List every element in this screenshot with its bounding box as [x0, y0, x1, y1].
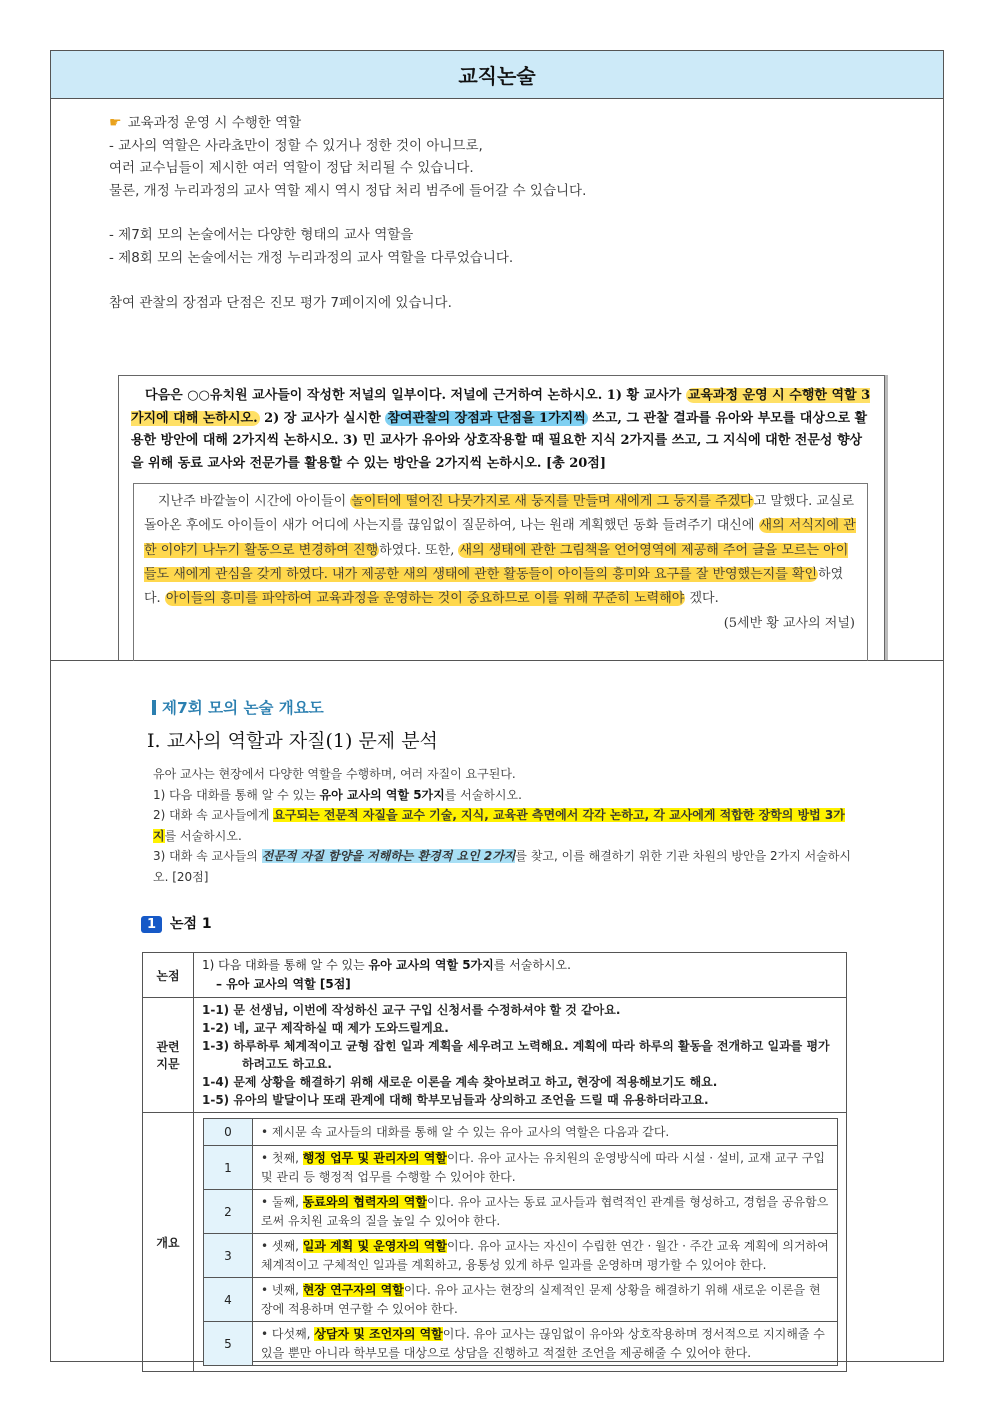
highlight: 새의 서식지에 관한 이야기 나누기 활동으로 변경하여 진행 [144, 518, 856, 558]
outline-table [142, 952, 847, 1372]
row-label: 논점 [143, 953, 194, 998]
note-line: - 제7회 모의 논술에서는 다양한 형태의 교사 역할을 [109, 227, 414, 244]
summary-row: 4 • 넷째, 현장 연구자의 역할이다. 유아 교사는 현장의 실제적인 문제 상황을 해결하기 위해 새로운 이론을 현장에 적용하며 연구할 수 있어야 한다. [204, 1278, 838, 1322]
highlight: 참여관찰의 장점과 단점을 1가지씩 [387, 410, 586, 426]
section-subtitle: 제7회 모의 논술 개요도 [152, 696, 324, 718]
dialog-line: 1-4) 문제 상황을 해결하기 위해 새로운 이론을 계속 찾아보려고 하고, 현장에 적용해보기도 해요. [202, 1075, 718, 1089]
exam-question-box [118, 375, 885, 660]
title-bar-icon [152, 700, 156, 715]
summary-cell [194, 1113, 847, 1372]
issue-cell: 1) 다음 대화를 통해 알 수 있는 유아 교사의 역할 5가지를 서술하시오. – 유아 교사의 역할 [5점] [194, 953, 847, 998]
dialog-line: 1-2) 네, 교구 제작하실 때 제가 도와드릴게요. [202, 1021, 449, 1035]
point-heading: 1 논점 1 [141, 913, 212, 933]
highlight: 아이들의 흥미를 파악하여 교육과정을 운영하는 것이 중요하므로 이를 위해 꾸준히 노력해야 [165, 591, 685, 607]
page-header [51, 51, 943, 99]
problem-intro: 유아 교사는 현장에서 다양한 역할을 수행하며, 여러 자질이 요구된다. 1) 다음 대화를 통해 알 수 있는 유아 교사의 역할 5가지를 서술하시오. 2) 대화 속 교사들에게 요구되는 전문적 자질을 교수 기술, 지식, 교육관 측면에서 각각 논하고, 각 교사에게 적합한 장학의 방법 3가지를 서술하시오. 3) 대화 속 교사들의 전문적 자질 함양을 저해하는 환경적 요인 2가지를 찾고, 이를 해결하기 위한 기관 차원의 방안을 2가지 서술하시오. [20점] [153, 767, 851, 884]
highlight: 새의 생태에 관한 그림책을 언어영역에 제공해 주어 글을 모르는 아이들도 새에게 관심을 갖게 하였다. 내가 제공한 새의 생태에 관한 활동들이 아이들의 흥미와 요구를 잘 반영했는지를 확인 [144, 542, 849, 582]
highlight: 전문적 자질 함양을 저해하는 환경적 요인 2가지 [261, 849, 516, 863]
highlight: 일과 계획 및 운영자의 역할 [302, 1239, 447, 1253]
point-number-badge: 1 [141, 916, 162, 933]
note-line: 여러 교수님들이 제시한 여러 역할이 정답 처리될 수 있습니다. [109, 160, 474, 177]
question-text: 다음은 ○○유치원 교사들이 작성한 저널의 일부이다. 저널에 근거하여 논하시오. 1) 황 교사가 교육과정 운영 시 수행한 역할 3가지에 대해 논하시오. 2) 장 교사가 실시한 참여관찰의 장점과 단점을 1가지씩 쓰고, 그 관찰 결과를 유아와 부모를 대상으로 활용한 방안에 대해 2가지씩 논하시오. 3) 민 교사가 유아와 상호작용할 때 필요한 지식 2가지를 쓰고, 그 지식에 대한 전문성 향상을 위해 동료 교사와 전문가를 활용할 수 있는 방안을 2가지씩 논하시오. [총 20점] [131, 388, 871, 471]
dialog-cell [194, 998, 847, 1113]
highlight: 상담자 및 조언자의 역할 [314, 1327, 443, 1341]
notes-section [51, 98, 943, 661]
row-label: 개요 [143, 1113, 194, 1372]
outline-section [51, 661, 943, 1361]
highlight: 교육과정 운영 시 수행한 역할 3가지에 대해 논하시오. [131, 388, 871, 426]
note-line: - 교사의 역할은 사라쵸만이 정할 수 있거나 정한 것이 아니므로, [109, 137, 483, 154]
summary-row: 1 • 첫째, 행정 업무 및 관리자의 역할이다. 유아 교사는 유치원의 운영방식에 따라 시설 · 설비, 교재 교구 구입 및 관리 등 행정적 업무를 수행할 수 있어야 한다. [204, 1146, 838, 1190]
section-title: Ⅰ. 교사의 역할과 자질(1) 문제 분석 [147, 730, 438, 752]
journal-box [133, 483, 868, 661]
note-line: 참여 관찰의 장점과 단점은 진모 평가 7페이지에 있습니다. [109, 294, 452, 311]
dialog-line: 1-5) 유아의 발달이나 또래 관계에 대해 학부모님들과 상의하고 조언을 드릴 때 유용하더라고요. [202, 1093, 709, 1107]
summary-row: 3 • 셋째, 일과 계획 및 운영자의 역할이다. 유아 교사는 자신이 수립한 연간 · 월간 · 주간 교육 계획에 의거하여 체계적이고 구체적인 일과를 계획하고, 융통성 있게 하루 일과를 운영하며 평가할 수 있어야 한다. [204, 1234, 838, 1278]
dialog-line: 1-3) 하루하루 체계적이고 균형 잡힌 일과 계획을 세우려고 노력해요. 계획에 따라 하루의 활동을 전개하고 일과를 평가하려고도 하고요. [202, 1039, 830, 1071]
dialog-line: 1-1) 문 선생님, 이번에 작성하신 교구 구입 신청서를 수정하셔야 할 것 같아요. [202, 1003, 621, 1017]
pointing-hand-icon: ☛ [109, 115, 122, 131]
page-title: 교직논술 [458, 64, 536, 88]
highlight: 요구되는 전문적 자질을 교수 기술, 지식, 교육관 측면에서 각각 논하고, 각 교사에게 적합한 장학의 방법 3가지 [153, 808, 845, 843]
journal-source: (5세반 황 교사의 저널) [723, 616, 855, 631]
highlight: 행정 업무 및 관리자의 역할 [302, 1151, 447, 1165]
summary-table [203, 1118, 838, 1366]
notes-block [109, 112, 909, 314]
note-line: ☛ 교육과정 운영 시 수행한 역할 [109, 112, 909, 135]
highlight: 동료와의 협력자의 역할 [302, 1195, 427, 1209]
journal-text: 지난주 바깥놀이 시간에 아이들이 놀이터에 떨어진 나뭇가지로 새 둥지를 만들며 새에게 그 둥지를 주겠다고 말했다. 교실로 돌아온 후에도 아이들이 새가 어디에 사는지를 끊임없이 질문하여, 나는 원래 계획했던 동화 들려주기 대신에 새의 서식지에 관한 이야기 나누기 활동으로 변경하여 진행하였다. 또한, 새의 생태에 관한 그림책을 언어영역에 제공해 주어 글을 모르는 아이들도 새에게 관심을 갖게 하였다. 내가 제공한 새의 생태에 관한 활동들이 아이들의 흥미와 요구를 잘 반영했는지를 확인하였다. 아이들의 흥미를 파악하여 교육과정을 운영하는 것이 중요하므로 이를 위해 꾸준히 노력해야 겠다. [144, 494, 856, 607]
highlight: 현장 연구자의 역할 [302, 1283, 404, 1297]
row-label: 관련 지문 [143, 998, 194, 1113]
note-line: 물론, 개정 누리과정의 교사 역할 제시 역시 정답 처리 범주에 들어갈 수 있습니다. [109, 182, 587, 199]
summary-row: 0 • 제시문 속 교사들의 대화를 통해 알 수 있는 유아 교사의 역할은 다음과 같다. [204, 1119, 838, 1146]
page-frame [50, 50, 944, 1362]
highlight: 놀이터에 떨어진 나뭇가지로 새 둥지를 만들며 새에게 그 둥지를 주겠다 [351, 494, 753, 509]
summary-row: 5 • 다섯째, 상담자 및 조언자의 역할이다. 유아 교사는 끊임없이 유아와 상호작용하며 정서적으로 지지해줄 수 있을 뿐만 아니라 학부모를 대상으로 상담을 진행하고 적절한 조언을 제공해줄 수 있어야 한다. [204, 1322, 838, 1366]
summary-row: 2 • 둘째, 동료와의 협력자의 역할이다. 유아 교사는 동료 교사들과 협력적인 관계를 형성하고, 경험을 공유함으로써 유치원 교육의 질을 높일 수 있어야 한다. [204, 1190, 838, 1234]
note-line: - 제8회 모의 논술에서는 개정 누리과정의 교사 역할을 다루었습니다. [109, 249, 514, 266]
